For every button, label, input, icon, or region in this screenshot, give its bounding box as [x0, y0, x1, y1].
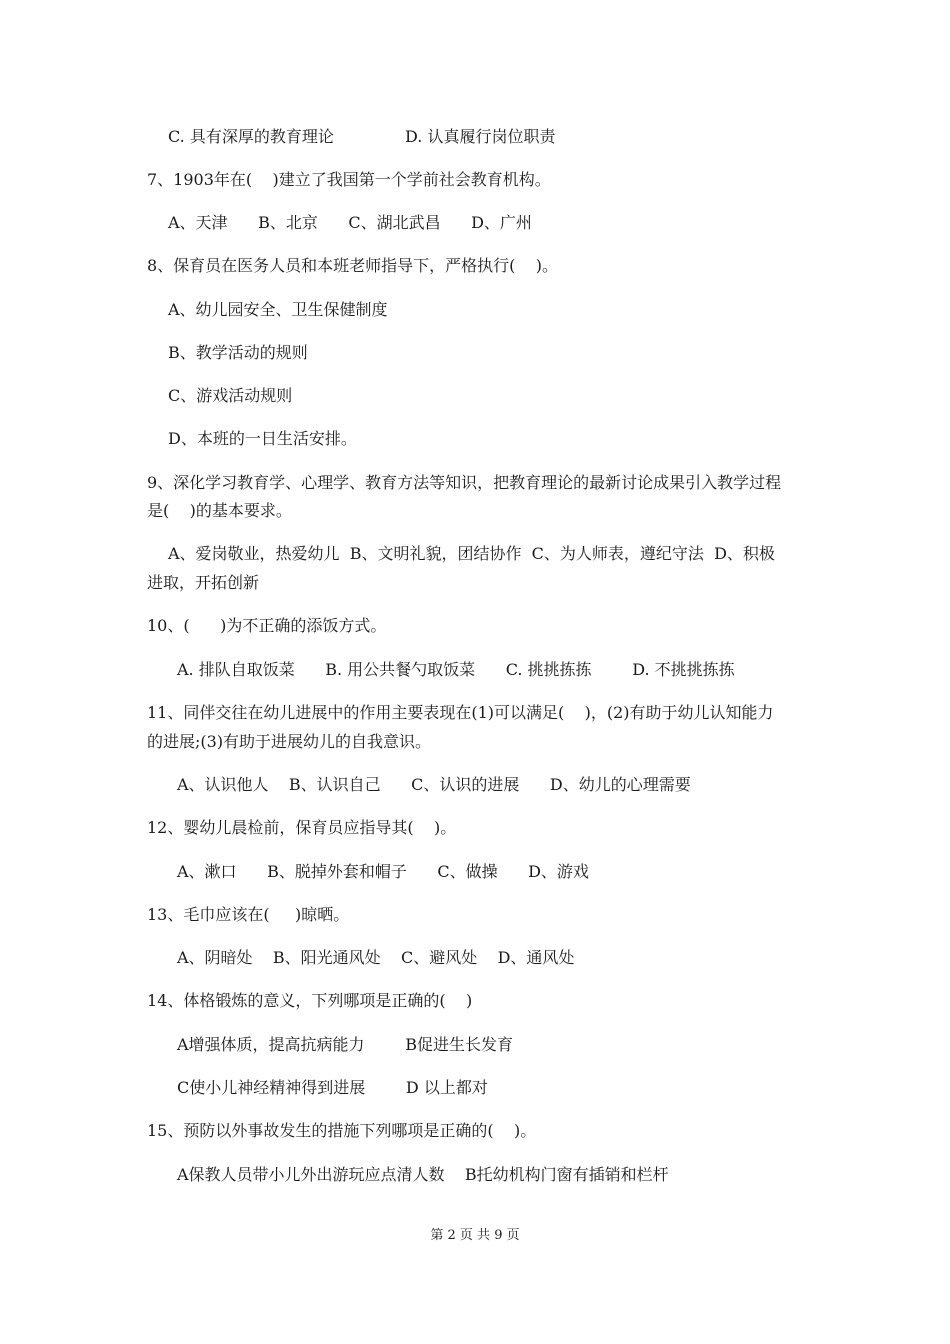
q9-question-line2: 是( )的基本要求。 — [147, 501, 292, 520]
q8-option-b: B、教学活动的规则 — [168, 343, 308, 362]
q10-options: A. 排队自取饭菜 B. 用公共餐勺取饭菜 C. 挑挑拣拣 D. 不挑挑拣拣 — [177, 660, 735, 679]
page-footer: 第 2 页 共 9 页 — [430, 1228, 520, 1243]
q11-question-line1: 11、同伴交往在幼儿进展中的作用主要表现在(1)可以满足( )，(2)有助于幼儿认知能力 — [147, 703, 774, 722]
q9-question-line1: 9、深化学习教育学、心理学、教育方法等知识，把教育理论的最新讨论成果引入教学过程 — [147, 473, 782, 492]
q14-options-ab: A增强体质，提高抗病能力 B促进生长发育 — [177, 1035, 514, 1054]
q9-options-line2: 进取，开拓创新 — [147, 573, 260, 592]
q14-options-cd: C使小儿神经精神得到进展 D 以上都对 — [177, 1078, 488, 1097]
q13-question: 13、毛巾应该在( )晾晒。 — [147, 905, 350, 924]
q9-options-line1: A、爱岗敬业，热爱幼儿 B、文明礼貌，团结协作 C、为人师表，遵纪守法 D、积极 — [168, 544, 775, 563]
q11-options: A、认识他人 B、认识自己 C、认识的进展 D、幼儿的心理需要 — [177, 775, 691, 794]
q13-options: A、阴暗处 B、阳光通风处 C、避风处 D、通风处 — [177, 948, 575, 967]
q8-option-c: C、游戏活动规则 — [168, 386, 293, 405]
q8-option-d: D、本班的一日生活安排。 — [168, 429, 357, 448]
q10-question: 10、( )为不正确的添饭方式。 — [147, 616, 387, 635]
q7-question: 7、1903年在( )建立了我国第一个学前社会教育机构。 — [147, 170, 551, 189]
q14-question: 14、体格锻炼的意义，下列哪项是正确的( ) — [147, 991, 473, 1010]
q8-option-a: A、幼儿园安全、卫生保健制度 — [168, 300, 388, 319]
q15-options-ab: A保教人员带小儿外出游玩应点清人数 B托幼机构门窗有插销和栏杆 — [177, 1165, 669, 1184]
q12-options: A、漱口 B、脱掉外套和帽子 C、做操 D、游戏 — [177, 862, 589, 881]
q12-question: 12、婴幼儿晨检前，保育员应指导其( )。 — [147, 818, 457, 837]
q7-options: A、天津 B、北京 C、湖北武昌 D、广州 — [168, 213, 532, 232]
q11-question-line2: 的进展;(3)有助于进展幼儿的自我意识。 — [147, 732, 432, 751]
q6-options-cd: C. 具有深厚的教育理论 D. 认真履行岗位职责 — [168, 127, 556, 146]
q8-question: 8、保育员在医务人员和本班老师指导下，严格执行( )。 — [147, 256, 559, 275]
q15-question: 15、预防以外事故发生的措施下列哪项是正确的( )。 — [147, 1121, 537, 1140]
